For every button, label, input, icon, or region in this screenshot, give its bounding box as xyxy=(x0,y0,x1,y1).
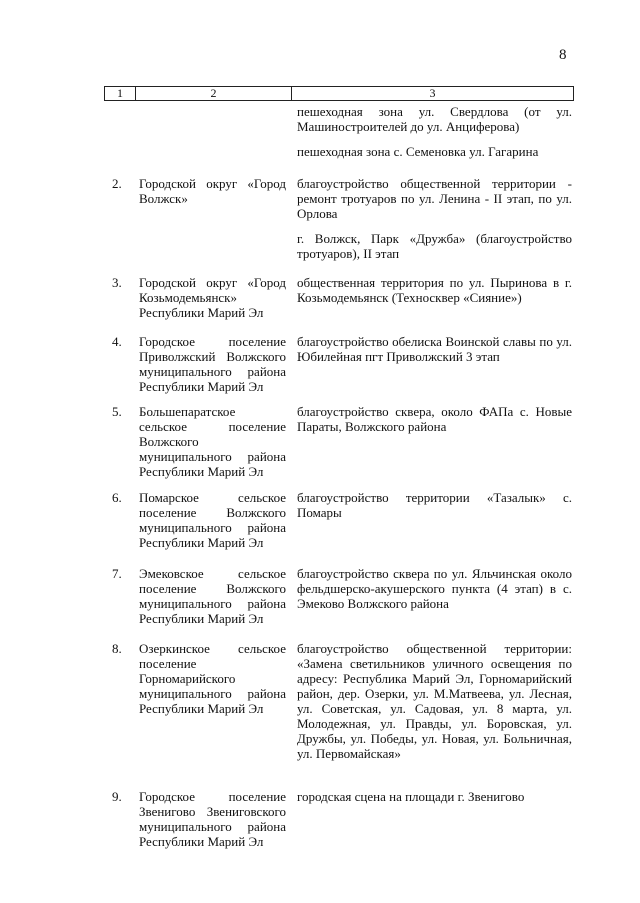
municipality-name: Городское поселение Приволжский Волжского муниципального района Республики Марий Эл xyxy=(139,334,286,394)
row-number: 3. xyxy=(112,275,122,290)
cell-description xyxy=(297,566,572,611)
municipality-name: Городское поселение Звенигово Звениговского муниципального района Республики Марий Эл xyxy=(139,789,286,849)
cell-description xyxy=(297,490,572,520)
municipality-name: Эмековское сельское поселение Волжского муниципального района Республики Марий Эл xyxy=(139,566,286,626)
cell-description xyxy=(297,104,572,159)
description-text: благоустройство общественной территории: «Замена светильников уличного освещения по адресу: Республика Марий Эл, Горномарийский район, дер. Озерки, ул. М.Матвеева, ул. Лесная, ул. Советская, ул. Садовая, ул. 8 марта, ул. Молодежная, ул. Правды, ул. Боровская, ул. Дружбы, ул. Победы, ул. Новая, ул. Больничная, ул. Первомайская» xyxy=(297,641,572,761)
description-text: благоустройство территории «Тазалык» с. Помары xyxy=(297,490,572,520)
description-text: пешеходная зона ул. Свердлова (от ул. Машиностроителей до ул. Анциферова) xyxy=(297,104,572,134)
page-number: 8 xyxy=(559,47,567,63)
row-number: 6. xyxy=(112,490,122,505)
row-number: 7. xyxy=(112,566,122,581)
row-number: 5. xyxy=(112,404,122,419)
table-header xyxy=(104,86,574,101)
description-text: благоустройство сквера, около ФАПа с. Новые Параты, Волжского района xyxy=(297,404,572,434)
description-text: городская сцена на площади г. Звенигово xyxy=(297,789,525,804)
description-text: пешеходная зона с. Семеновка ул. Гагарина xyxy=(297,144,539,159)
municipality-name: Большепаратское сельское поселение Волжского муниципального района Республики Марий Эл xyxy=(139,404,286,479)
description-text: благоустройство обелиска Воинской славы по ул. Юбилейная пгт Приволжский 3 этап xyxy=(297,334,572,364)
description-text: благоустройство сквера по ул. Яльчинская около фельдшерско-акушерского пункта (4 этап) в с. Эмеково Волжского района xyxy=(297,566,572,611)
municipality-name: Городской округ «Город Волжск» xyxy=(139,176,286,206)
cell-description xyxy=(297,275,572,305)
description-text: г. Волжск, Парк «Дружба» (благоустройство тротуаров), II этап xyxy=(297,231,572,261)
municipality-name: Помарское сельское поселение Волжского муниципального района Республики Марий Эл xyxy=(139,490,286,550)
municipality-name: Городской округ «Город Козьмодемьянск» Республики Марий Эл xyxy=(139,275,286,320)
header-col-1: 1 xyxy=(105,87,136,100)
cell-description xyxy=(297,789,572,804)
description-text: благоустройство общественной территории - ремонт тротуаров по ул. Ленина - II этап, по ул. Орлова xyxy=(297,176,572,221)
row-number: 2. xyxy=(112,176,122,191)
municipality-name: Озеркинское сельское поселение Горномарийского муниципального района Республики Марий Эл xyxy=(139,641,286,716)
header-col-3: 3 xyxy=(429,86,436,100)
cell-description xyxy=(297,404,572,434)
row-number: 8. xyxy=(112,641,122,656)
row-number: 9. xyxy=(112,789,122,804)
cell-description xyxy=(297,176,572,261)
cell-description xyxy=(297,334,572,364)
header-col-2: 2 xyxy=(136,87,292,100)
row-number: 4. xyxy=(112,334,122,349)
description-text: общественная территория по ул. Пыринова в г. Козьмодемьянск (Техносквер «Сияние») xyxy=(297,275,572,305)
cell-description xyxy=(297,641,572,761)
